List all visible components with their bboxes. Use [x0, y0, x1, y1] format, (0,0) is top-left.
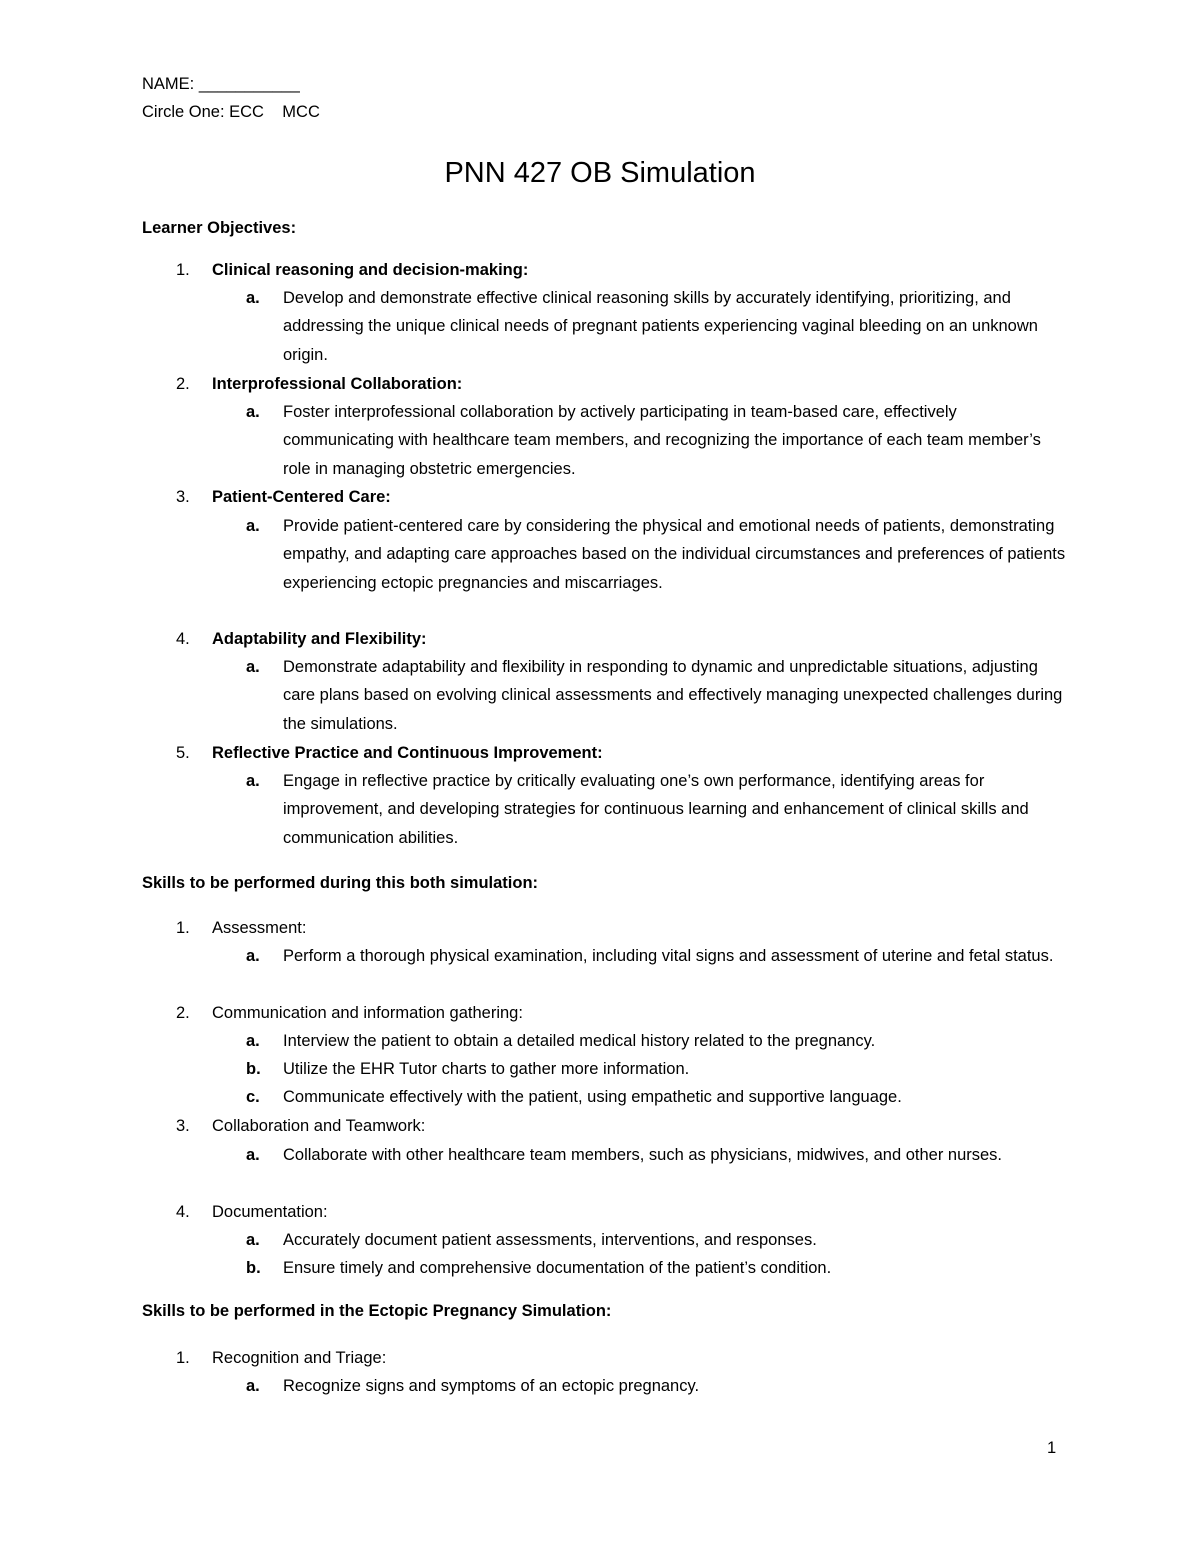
item-number: 4. [176, 630, 190, 648]
item-number: 1. [176, 919, 190, 937]
objective-subitem [246, 767, 1066, 852]
skill-item [176, 1347, 386, 1369]
item-label: Adaptability and Flexibility: [212, 630, 427, 648]
sub-text: Engage in reflective practice by critically evaluating one’s own performance, identifying areas for improvement, and developing strategies for continuous learning and enhancement of clinical skills and communication abilities. [283, 772, 1029, 847]
skills-ectopic-heading: Skills to be performed in the Ectopic Pregnancy Simulation: [142, 1302, 612, 1320]
item-number: 3. [176, 488, 190, 506]
sub-letter: c. [246, 1088, 260, 1106]
item-number: 1. [176, 1349, 190, 1367]
skill-subitem [246, 1055, 1066, 1083]
objective-item [176, 373, 462, 395]
item-number: 3. [176, 1117, 190, 1135]
skill-subitem [246, 1141, 1066, 1169]
sub-text: Utilize the EHR Tutor charts to gather more information. [283, 1060, 690, 1078]
skill-subitem [246, 942, 1066, 970]
sub-letter: a. [246, 658, 260, 676]
item-number: 2. [176, 1004, 190, 1022]
objective-item [176, 628, 427, 650]
sub-letter: b. [246, 1259, 261, 1277]
objective-subitem [246, 398, 1066, 483]
item-number: 2. [176, 375, 190, 393]
circle-one-line: Circle One: ECC MCC [142, 103, 320, 121]
sub-letter: a. [246, 1146, 260, 1164]
objectives-heading: Learner Objectives: [142, 219, 297, 237]
sub-letter: a. [246, 403, 260, 421]
objective-subitem [246, 512, 1066, 597]
item-number: 1. [176, 261, 190, 279]
page-number: 1 [1047, 1439, 1057, 1457]
sub-letter: a. [246, 289, 260, 307]
sub-letter: a. [246, 517, 260, 535]
document-title: PNN 427 OB Simulation [444, 157, 756, 189]
name-line: NAME: ___________ [142, 75, 300, 93]
sub-text: Recognize signs and symptoms of an ectopic pregnancy. [283, 1377, 700, 1395]
sub-text: Collaborate with other healthcare team members, such as physicians, midwives, and other nurses. [283, 1146, 1003, 1164]
item-label: Collaboration and Teamwork: [212, 1117, 426, 1135]
skill-item [176, 917, 306, 939]
sub-letter: b. [246, 1060, 261, 1078]
sub-text: Communicate effectively with the patient, using empathetic and supportive language. [283, 1088, 902, 1106]
skill-item [176, 1201, 328, 1223]
skills-both-heading: Skills to be performed during this both simulation: [142, 874, 539, 892]
sub-letter: a. [246, 1231, 260, 1249]
skill-subitem [246, 1083, 1066, 1111]
item-label: Documentation: [212, 1203, 328, 1221]
sub-text: Accurately document patient assessments, interventions, and responses. [283, 1231, 817, 1249]
item-label: Interprofessional Collaboration: [212, 375, 463, 393]
sub-letter: a. [246, 1032, 260, 1050]
item-label: Recognition and Triage: [212, 1349, 387, 1367]
item-number: 4. [176, 1203, 190, 1221]
sub-text: Foster interprofessional collaboration by actively participating in team-based care, effectively communicating with healthcare team members, and recognizing the importance of each team member’s role in managing obstetric emergencies. [283, 403, 1041, 478]
item-label: Patient-Centered Care: [212, 488, 391, 506]
item-label: Communication and information gathering: [212, 1004, 523, 1022]
skill-subitem [246, 1226, 1066, 1254]
objective-item [176, 742, 603, 764]
item-label: Clinical reasoning and decision-making: [212, 261, 529, 279]
objective-subitem [246, 284, 1066, 369]
skill-subitem [246, 1254, 1066, 1282]
sub-text: Provide patient-centered care by considering the physical and emotional needs of patients, demonstrating empathy, and adapting care approaches based on the individual circumstances and preferences of patients experiencing ectopic pregnancies and miscarriages. [283, 517, 1066, 592]
sub-letter: a. [246, 947, 260, 965]
objective-item [176, 486, 391, 508]
skill-subitem [246, 1372, 1066, 1400]
skill-item [176, 1115, 425, 1137]
sub-text: Develop and demonstrate effective clinical reasoning skills by accurately identifying, prioritizing, and addressing the unique clinical needs of pregnant patients experiencing vaginal bleeding on an unknown origin. [283, 289, 1038, 364]
sub-text: Ensure timely and comprehensive documentation of the patient’s condition. [283, 1259, 832, 1277]
objective-subitem [246, 653, 1066, 738]
sub-text: Demonstrate adaptability and flexibility in responding to dynamic and unpredictable situations, adjusting care plans based on evolving clinical assessments and effectively managing unexpected challenges during the simulations. [283, 658, 1063, 733]
skill-subitem [246, 1027, 1066, 1055]
sub-letter: a. [246, 772, 260, 790]
item-number: 5. [176, 744, 190, 762]
sub-letter: a. [246, 1377, 260, 1395]
sub-text: Perform a thorough physical examination, including vital signs and assessment of uterine and fetal status. [283, 947, 1054, 965]
skill-item [176, 1002, 523, 1024]
item-label: Assessment: [212, 919, 307, 937]
item-label: Reflective Practice and Continuous Improvement: [212, 744, 603, 762]
objective-item [176, 259, 528, 281]
sub-text: Interview the patient to obtain a detailed medical history related to the pregnancy. [283, 1032, 876, 1050]
